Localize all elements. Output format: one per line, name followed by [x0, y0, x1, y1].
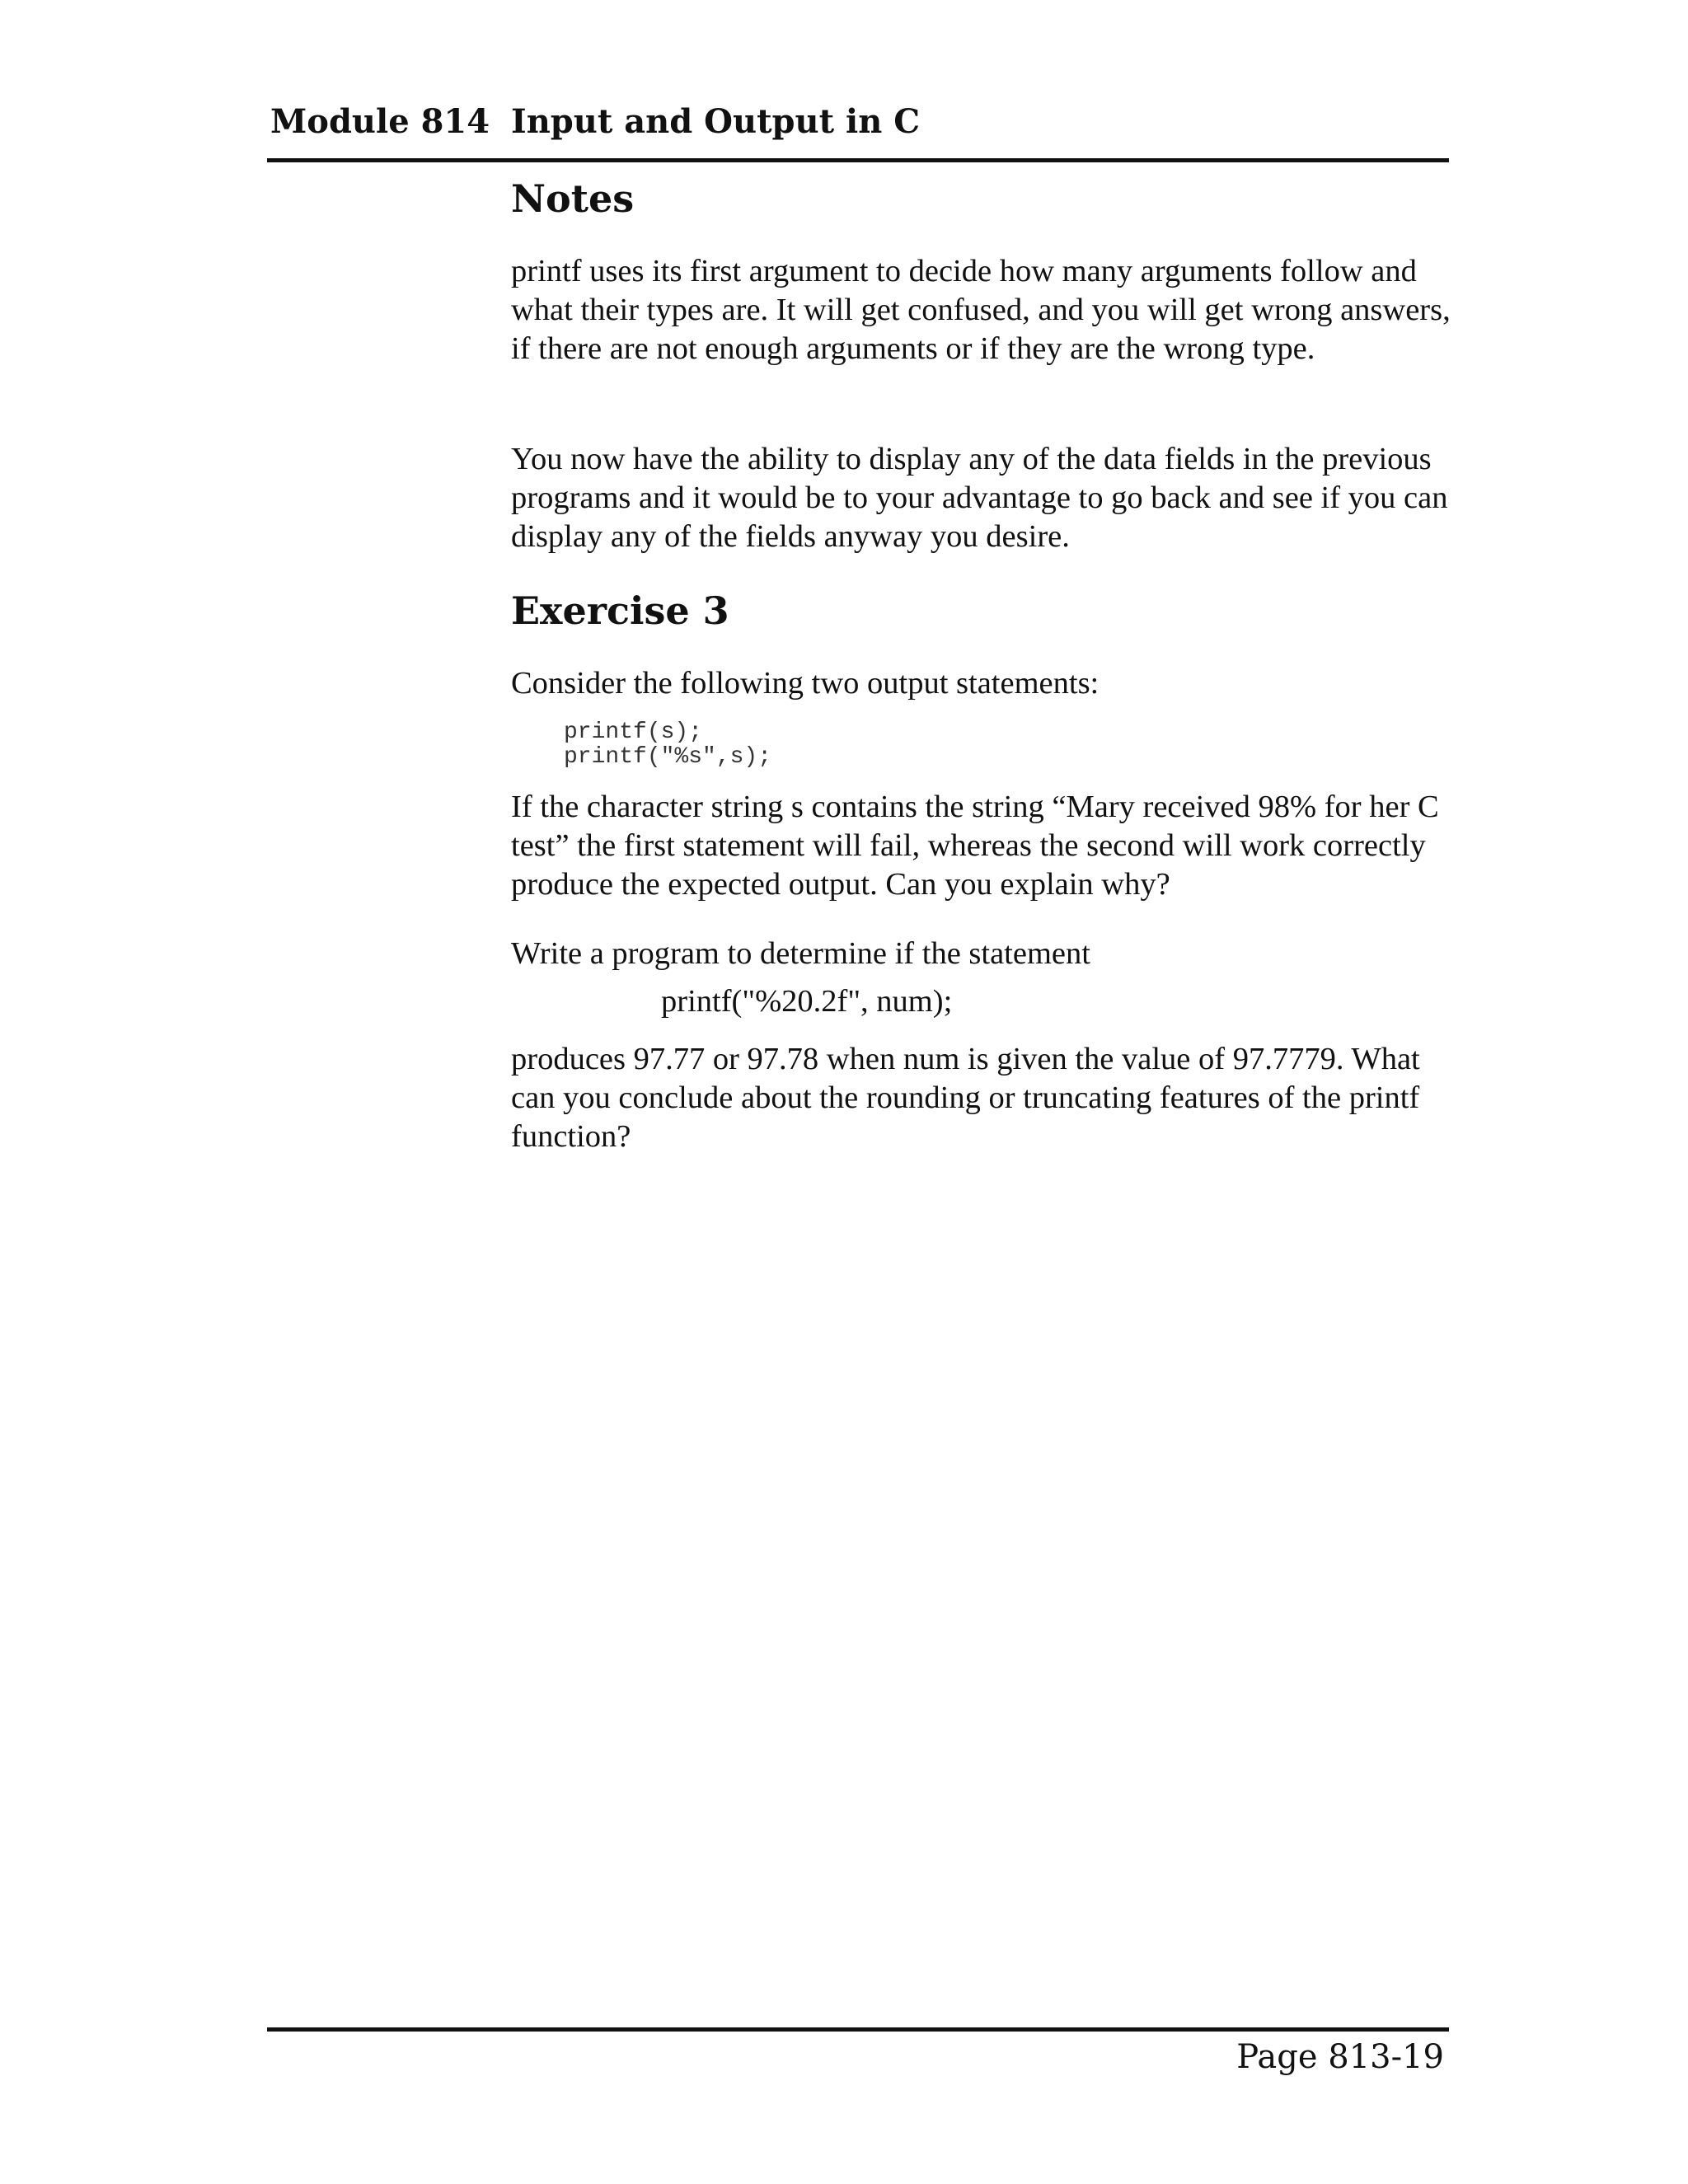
code-line: printf("%s",s); [564, 744, 772, 770]
exercise-explanation: If the character string s contains the string “Mary received 98% for her C test” the first statement will fail, whereas the second will work correctly produce the expected output. Can you explain why? [511, 790, 1439, 902]
task-question: produces 97.77 or 97.78 when num is given the value of 97.7779. What can you conclude about the rounding or truncating features of the printf function? [511, 1042, 1420, 1154]
task-intro: Write a program to determine if the statement [511, 936, 1090, 971]
code-block [564, 720, 771, 770]
task-code: printf("%20.2f", num); [661, 984, 953, 1019]
page-number: Page 813-19 [1236, 2038, 1444, 2076]
code-line: printf(s); [564, 719, 703, 745]
module-number: Module 814 [270, 102, 490, 141]
notes-heading: Notes [511, 176, 635, 221]
header-rule [267, 158, 1449, 162]
footer-rule [267, 2027, 1449, 2032]
exercise-intro: Consider the following two output statements: [511, 666, 1100, 701]
notes-paragraph: You now have the ability to display any of the data fields in the previous programs and it would be to your advantage to go back and see if you can display any of the fields anyway you desire. [511, 442, 1448, 554]
exercise-heading: Exercise 3 [511, 588, 729, 633]
module-title: Input and Output in C [511, 102, 921, 141]
notes-paragraph: printf uses its first argument to decide how many arguments follow and what their types are. It will get confused, and you will get wrong answers, if there are not enough arguments or if they are the wrong type. [511, 254, 1451, 366]
